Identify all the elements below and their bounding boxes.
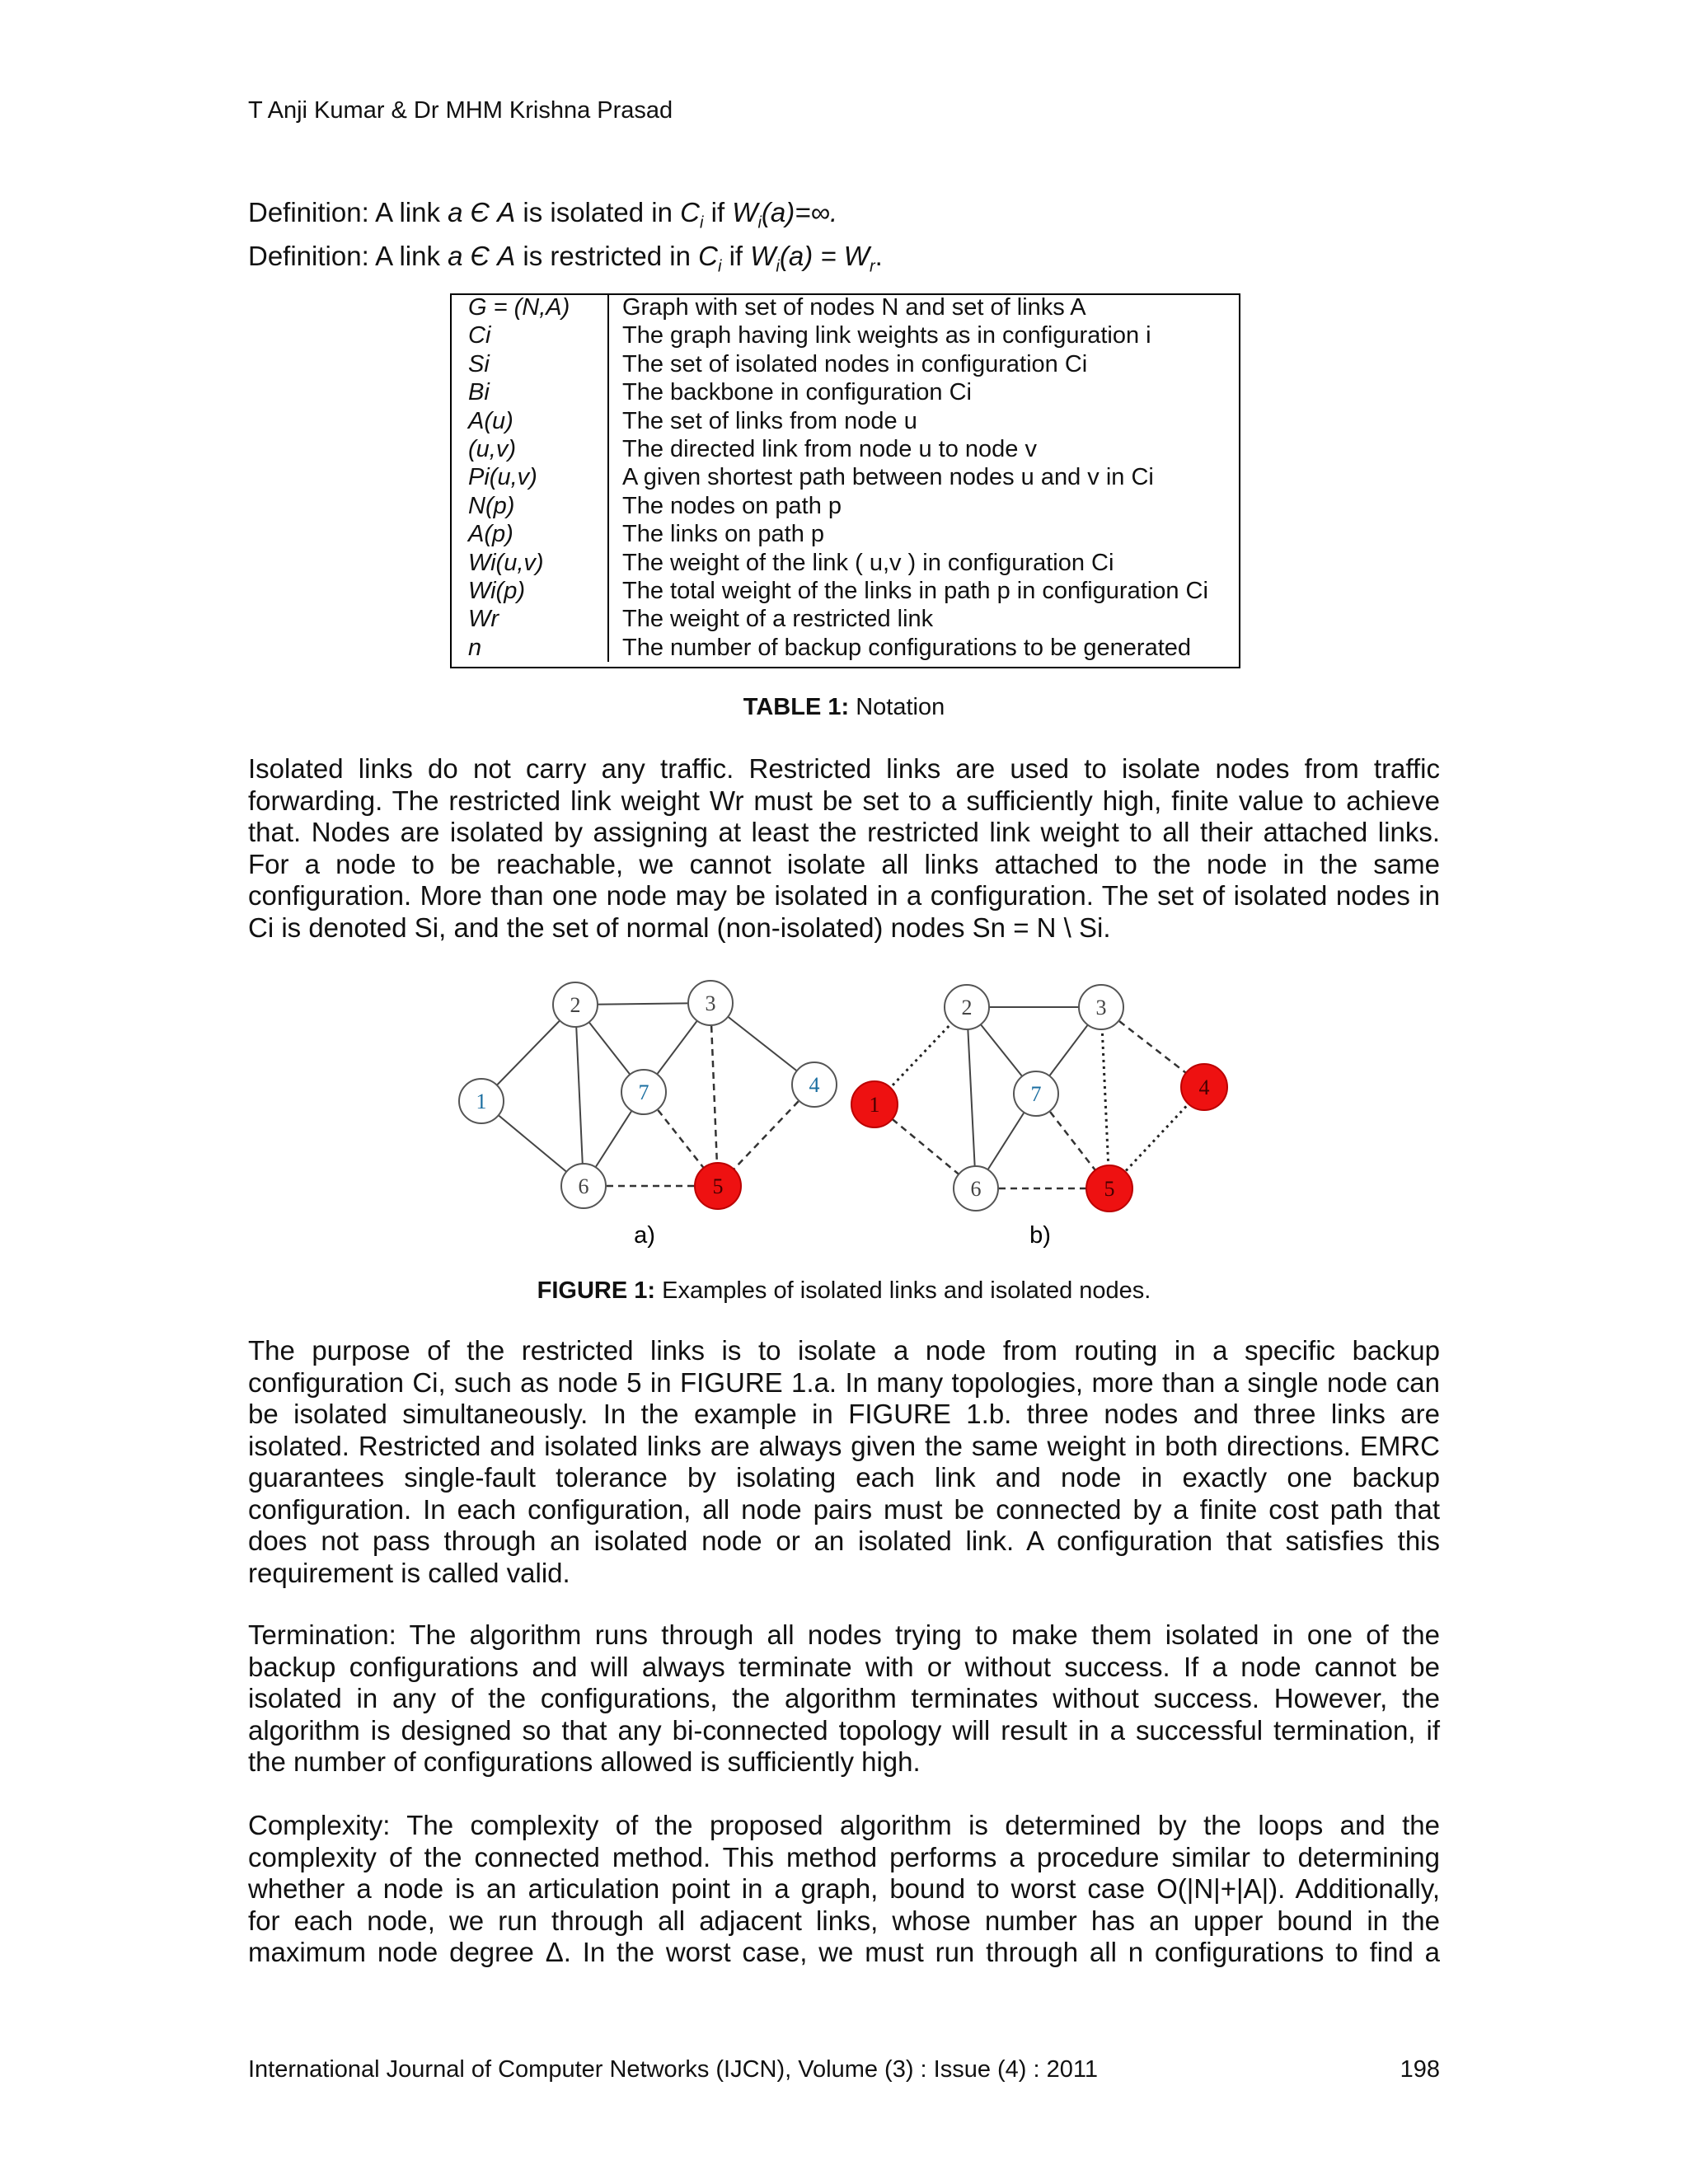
notation-symbol: A(u) — [450, 407, 608, 435]
notation-symbol: n — [450, 634, 608, 662]
notation-row — [450, 549, 1239, 577]
footer-page-number: 198 — [1400, 2056, 1440, 2083]
notation-symbol: N(p) — [450, 492, 608, 520]
notation-description: The backbone in configuration Ci — [622, 379, 972, 406]
edge-2-6 — [575, 1005, 584, 1186]
figure-1b — [851, 985, 1227, 1212]
figure-1 — [0, 964, 1688, 1261]
notation-row — [450, 492, 1239, 520]
notation-symbol: Ci — [450, 321, 608, 349]
node-3 — [688, 981, 733, 1025]
node-5-isolated — [695, 1163, 741, 1209]
node-3 — [1079, 985, 1123, 1029]
notation-row — [450, 321, 1239, 349]
definitions — [248, 196, 883, 283]
figure-sublabel-a: a) — [634, 1222, 655, 1249]
svg-text:1: 1 — [476, 1090, 487, 1113]
node-6 — [561, 1164, 606, 1208]
notation-description: The number of backup configurations to be generated — [622, 634, 1192, 661]
notation-row — [450, 350, 1239, 378]
node-1 — [459, 1079, 504, 1123]
node-4 — [792, 1062, 837, 1107]
svg-text:2: 2 — [570, 993, 581, 1017]
notation-description: A given shortest path between nodes u and v in Ci — [622, 464, 1154, 491]
node-1-isolated — [851, 1081, 898, 1127]
definition-isolated: Definition: A link a Є A is isolated in $C_i$ if $W_i(a)=\infty$. — [248, 197, 838, 232]
notation-row — [450, 605, 1239, 633]
svg-text:2: 2 — [961, 996, 973, 1019]
notation-row — [450, 293, 1239, 321]
node-7 — [1014, 1071, 1058, 1116]
notation-row — [450, 378, 1239, 406]
notation-description: The directed link from node u to node v — [622, 436, 1037, 463]
notation-symbol: Bi — [450, 378, 608, 406]
svg-text:7: 7 — [638, 1080, 649, 1104]
notation-row — [450, 435, 1239, 463]
notation-description: Graph with set of nodes N and set of links A — [622, 294, 1086, 321]
svg-text:6: 6 — [970, 1177, 982, 1201]
notation-row — [450, 577, 1239, 605]
svg-text:3: 3 — [1095, 996, 1107, 1019]
notation-table — [450, 293, 1239, 662]
running-header: T Anji Kumar & Dr MHM Krishna Prasad — [248, 97, 673, 124]
notation-description: The links on path p — [622, 521, 825, 548]
notation-description: The set of links from node u — [622, 407, 917, 434]
figure-caption: FIGURE 1: Examples of isolated links and isolated nodes. — [537, 1277, 1151, 1304]
restricted-edge-3-5 — [710, 1003, 718, 1186]
table-caption: TABLE 1: Notation — [743, 694, 945, 720]
edge-2-6 — [967, 1007, 976, 1188]
footer-journal: International Journal of Computer Networks (IJCN), Volume (3) : Issue (4) : 2011 — [248, 2056, 1099, 2083]
notation-symbol: (u,v) — [450, 435, 608, 463]
notation-row — [450, 407, 1239, 435]
notation-description: The graph having link weights as in configuration i — [622, 322, 1151, 349]
node-4-isolated — [1181, 1064, 1227, 1110]
notation-symbol: Pi(u,v) — [450, 463, 608, 491]
notation-symbol: G = (N,A) — [450, 293, 608, 321]
paragraph-termination: Termination: The algorithm runs through all nodes trying to make them isolated in one of the backup configurations and will always terminate with or without success. If a node cannot be isolated in any of the configurations, the algorithm terminates without success. However, the algorithm is designed so that any bi-connected topology will result in a successful termination, if the number of configurations allowed is sufficiently high. — [248, 1619, 1440, 1777]
notation-description: The weight of a restricted link — [622, 606, 934, 633]
svg-text:3: 3 — [705, 991, 716, 1015]
node-6 — [954, 1166, 998, 1211]
paragraph-isolated-links: Isolated links do not carry any traffic. Restricted links are used to isolate nodes from traffic forwarding. The restricted link weight Wr must be set to a sufficiently high, finite value to achieve that. Nodes are isolated by assigning at least the restricted link weight to all their attached links. For a node to be reachable, we cannot isolate all links attached to the node in the same configuration. More than one node may be isolated in a configuration. The set of isolated nodes in Ci is denoted Si, and the set of normal (non-isolated) nodes Sn = N \ Si. — [248, 753, 1440, 943]
definition-restricted: Definition: A link a Є A is restricted in $C_i$ if $W_i(a) = W_r$. — [248, 240, 883, 276]
notation-description: The set of isolated nodes in configuration Ci — [622, 350, 1088, 377]
notation-symbol: Wr — [450, 605, 608, 633]
notation-row — [450, 634, 1239, 662]
figure-1a — [459, 981, 837, 1209]
svg-text:6: 6 — [578, 1174, 589, 1198]
isolated-edge-3-5 — [1101, 1007, 1109, 1188]
svg-text:1: 1 — [869, 1093, 880, 1117]
notation-description: The total weight of the links in path p in configuration Ci — [622, 578, 1208, 605]
notation-symbol: Wi(u,v) — [450, 549, 608, 577]
node-2 — [945, 985, 989, 1029]
paragraph-restricted-links: The purpose of the restricted links is to isolate a node from routing in a specific backup configuration Ci, such as node 5 in FIGURE 1.a. In many topologies, more than a single node can be isolated simultaneously. In the example in FIGURE 1.b. three nodes and three links are isolated. Restricted and isolated links are always given the same weight in both directions. EMRC guarantees single-fault tolerance by isolating each link and node in exactly one backup configuration. In each configuration, all node pairs must be connected by a finite cost path that does not pass through an isolated node or an isolated link. A configuration that satisfies this requirement is called valid. — [248, 1335, 1440, 1588]
notation-row — [450, 463, 1239, 491]
notation-symbol: Wi(p) — [450, 577, 608, 605]
notation-description: The nodes on path p — [622, 492, 842, 519]
svg-text:5: 5 — [1104, 1177, 1115, 1201]
svg-text:4: 4 — [1198, 1076, 1210, 1099]
node-2 — [553, 982, 598, 1027]
notation-row — [450, 520, 1239, 548]
figure-sublabel-b: b) — [1029, 1222, 1051, 1249]
svg-text:4: 4 — [809, 1073, 820, 1097]
notation-symbol: Si — [450, 350, 608, 378]
paragraph-complexity: Complexity: The complexity of the proposed algorithm is determined by the loops and the complexity of the connected method. This method performs a procedure similar to determining whether a node is an articulation point in a graph, bound to worst case O(|N|+|A|). Additionally, for each node, we run through all adjacent links, whose number has an upper bound in the maximum node degree Δ. In the worst case, we must run through all n configurations to find a — [248, 1810, 1440, 1967]
node-7 — [621, 1070, 666, 1114]
svg-text:5: 5 — [712, 1174, 724, 1198]
notation-symbol: A(p) — [450, 520, 608, 548]
node-5-isolated — [1086, 1165, 1132, 1212]
notation-description: The weight of the link ( u,v ) in configuration Ci — [622, 549, 1114, 576]
svg-text:7: 7 — [1030, 1082, 1042, 1106]
